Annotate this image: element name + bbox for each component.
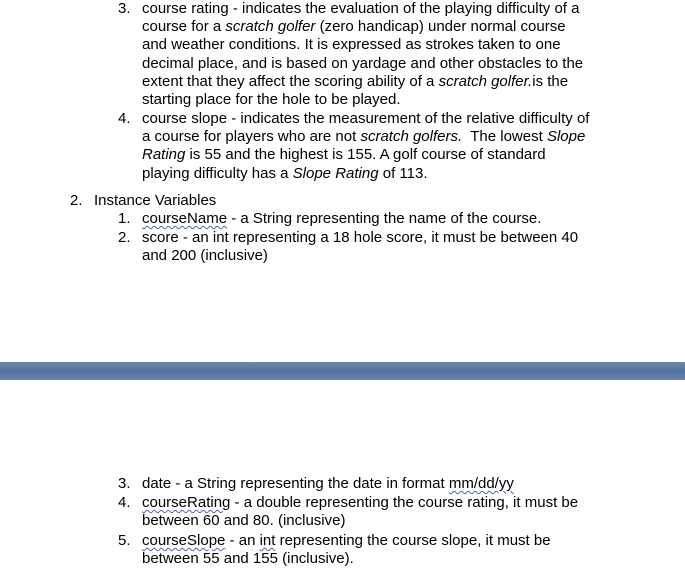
page-separator [0,362,685,380]
text-line: courseRating - a double representing the course rating, it must be [142,494,579,511]
text-line: extent that they affect the scoring ability of a scratch golfer.is the [142,72,569,90]
section-heading: Instance Variables [94,192,217,209]
text-line: course rating - indicates the evaluation of the playing difficulty of a [142,0,580,17]
list-number: 5. [118,532,131,549]
text-line: between 55 and 155 (inclusive). [142,550,354,568]
text-line: courseSlope - an int representing the course slope, it must be [142,532,551,549]
text-line: decimal place, and is based on yardage and other obstacles to the [142,54,584,72]
text-line: between 60 and 80. (inclusive) [142,512,346,530]
list-number: 4. [118,494,131,511]
text-line: a course for players who are not scratch golfers. The lowest Slope [142,128,586,146]
text-line: course for a scratch golfer (zero handicap) under normal course [142,18,566,36]
spellcheck-word: courseSlope [142,532,226,549]
spellcheck-word: courseName [142,210,228,227]
spellcheck-word: courseRating [142,494,231,511]
document-page-2 [0,380,685,578]
spellcheck-word: mm/dd/yy [448,475,514,492]
text-line: courseName - a String representing the name of the course. [142,210,542,227]
text-line: playing difficulty has a Slope Rating of 113. [142,164,428,182]
list-number: 2. [70,192,83,209]
text-line: date - a String representing the date in format mm/dd/yy [142,475,514,492]
text-line: Rating is 55 and the highest is 155. A golf course of standard [142,146,546,164]
list-number: 4. [118,110,131,127]
spellcheck-word: int [259,532,276,549]
text-line: and 200 (inclusive) [142,247,268,265]
text-line: starting place for the hole to be played. [142,91,401,109]
list-number: 1. [118,210,131,227]
text-line: course slope - indicates the measurement of the relative difficulty of [142,110,590,127]
list-number: 3. [118,475,131,492]
text-line: and weather conditions. It is expressed as strokes taken to one [142,36,561,54]
list-number: 2. [118,229,131,246]
text-line: score - an int representing a 18 hole score, it must be between 40 [142,229,579,246]
list-number: 3. [118,0,131,17]
